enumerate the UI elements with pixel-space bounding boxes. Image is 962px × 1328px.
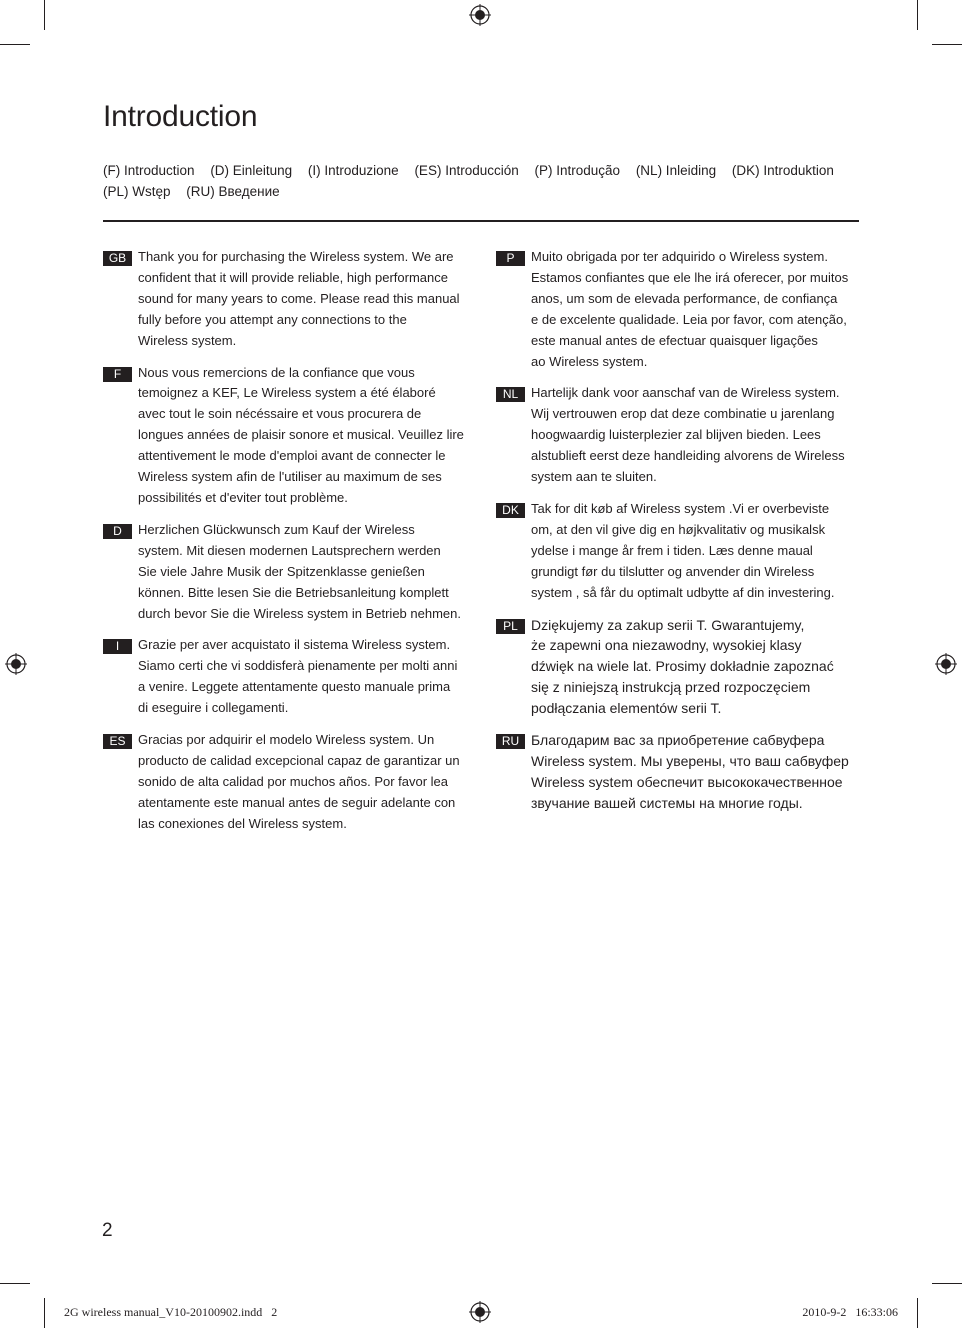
section-text: Nous vous remercions de la confiance que vous temoignez a KEF, Le Wireless system a été élaboré avec tout le soin nécéssaire et vous procurera de longues années de plaisir sonore et musical. Veuillez lire attentivement le mode d'emploi avant de connecter le Wireless system afin de l'utiliser au maximum de ses possibilités et d'eviter tout problème.	[138, 364, 464, 505]
language-index-line-1	[103, 160, 863, 181]
section-gb	[103, 247, 469, 352]
language-badge: RU	[496, 734, 525, 749]
section-f	[103, 363, 469, 509]
language-badge: ES	[103, 734, 132, 749]
language-label: (PL) Wstęp	[103, 184, 171, 199]
section-i	[103, 635, 469, 719]
language-badge: DK	[496, 503, 525, 518]
section-text: Благодарим вас за приобретение сабвуфера Wireless system. Мы уверены, что ваш сабвуфер Wireless system обеспечит высококачественное звучание вашей системы на многие годы.	[531, 732, 849, 811]
section-d	[103, 520, 469, 625]
language-label: (F) Introduction	[103, 163, 195, 178]
section-text: Gracias por adquirir el modelo Wireless system. Un producto de calidad excepcional capaz de garantizar un sonido de alta calidad por muchos años. Por favor lea atentamente este manual antes de seguir adelante con las conexiones del Wireless system.	[138, 732, 460, 831]
section-pl	[496, 615, 862, 720]
page-title: Introduction	[103, 100, 258, 133]
language-label: (I) Introduzione	[307, 163, 399, 178]
language-label: (ES) Introducción	[414, 163, 519, 178]
language-label: (P) Introdução	[534, 163, 621, 178]
crop-mark	[44, 0, 45, 30]
language-badge: GB	[103, 251, 132, 266]
section-text: Dziękujemy za zakup serii T. Gwarantujemy, że zapewni ona niezawodny, wysokiej klasy dźwięk na wiele lat. Prosimy dokładnie zapoznać się z niniejszą instrukcją przed rozpoczęciem podłączania elementów serii T.	[531, 616, 834, 717]
section-text: Grazie per aver acquistato il sistema Wireless system. Siamo certi che vi soddisferà pienamente per molti anni a venire. Leggete attentamente questo manuale prima di eseguire i collegamenti.	[138, 637, 458, 716]
crop-mark	[44, 1298, 45, 1328]
section-nl	[496, 383, 862, 488]
crop-mark	[0, 1283, 30, 1284]
language-label: (D) Einleitung	[210, 163, 293, 178]
language-index	[103, 160, 863, 202]
footer-timestamp: 2010-9-2 16:33:06	[802, 1305, 898, 1319]
section-es	[103, 730, 469, 835]
section-text: Tak for dit køb af Wireless system .Vi er overbeviste om, at den vil give dig en højkvalitativ og musikalsk ydelse i mange år frem i tiden. Læs denne maual grundigt før du tilslutter og anvender din Wireless system , så får du optimalt udbytte af din investering.	[531, 500, 835, 600]
language-badge: I	[103, 639, 132, 654]
registration-mark-icon	[469, 4, 491, 26]
crop-mark	[917, 1298, 918, 1328]
section-ru	[496, 730, 862, 814]
section-text: Muito obrigada por ter adquirido o Wireless system. Estamos confiantes que ele lhe irá oferecer, por muitos anos, um som de elevada performance, de confiança e de excelente qualidade. Leia por favor, com atenção, este manual antes de efectuar quaisquer ligações ao Wireless system.	[531, 249, 849, 369]
section-text: Thank you for purchasing the Wireless system. We are confident that it will provide reliable, high performance sound for many years to come. Please read this manual fully before you attempt any connections to the Wireless system.	[138, 249, 460, 348]
language-badge: F	[103, 367, 132, 382]
registration-mark-icon	[5, 653, 27, 675]
language-badge: PL	[496, 619, 525, 634]
section-text: Herzlichen Glückwunsch zum Kauf der Wireless system. Mit diesen modernen Lautsprechern werden Sie viele Jahre Musik der Spitzenklasse genießen können. Bitte lesen Sie die Betriebsanleitung komplett durch bevor Sie die Wireless system in Betrieb nehmen.	[138, 521, 461, 621]
section-dk	[496, 499, 862, 604]
registration-mark-icon	[469, 1301, 491, 1323]
section-p	[496, 247, 862, 372]
section-text: Hartelijk dank voor aanschaf van de Wireless system. Wij vertrouwen erop dat deze combinatie u jarenlang hoogwaardig luisterplezier zal blijven bieden. Lees alstublieft eerst deze handleiding alvorens de Wireless system aan te sluiten.	[531, 385, 845, 485]
crop-mark	[932, 1283, 962, 1284]
language-badge: D	[103, 524, 132, 539]
page-number: 2	[102, 1220, 113, 1241]
registration-mark-icon	[935, 653, 957, 675]
crop-mark	[0, 44, 30, 45]
language-index-line-2	[103, 181, 863, 202]
divider	[103, 220, 859, 222]
crop-mark	[932, 44, 962, 45]
language-label: (DK) Introduktion	[731, 163, 834, 178]
left-column	[103, 247, 469, 846]
language-badge: NL	[496, 387, 525, 402]
footer-file-info: 2G wireless manual_V10-20100902.indd 2	[64, 1305, 278, 1319]
language-badge: P	[496, 251, 525, 266]
right-column	[496, 247, 862, 825]
language-label: (RU) Введение	[186, 184, 280, 199]
crop-mark	[917, 0, 918, 30]
language-label: (NL) Inleiding	[635, 163, 717, 178]
